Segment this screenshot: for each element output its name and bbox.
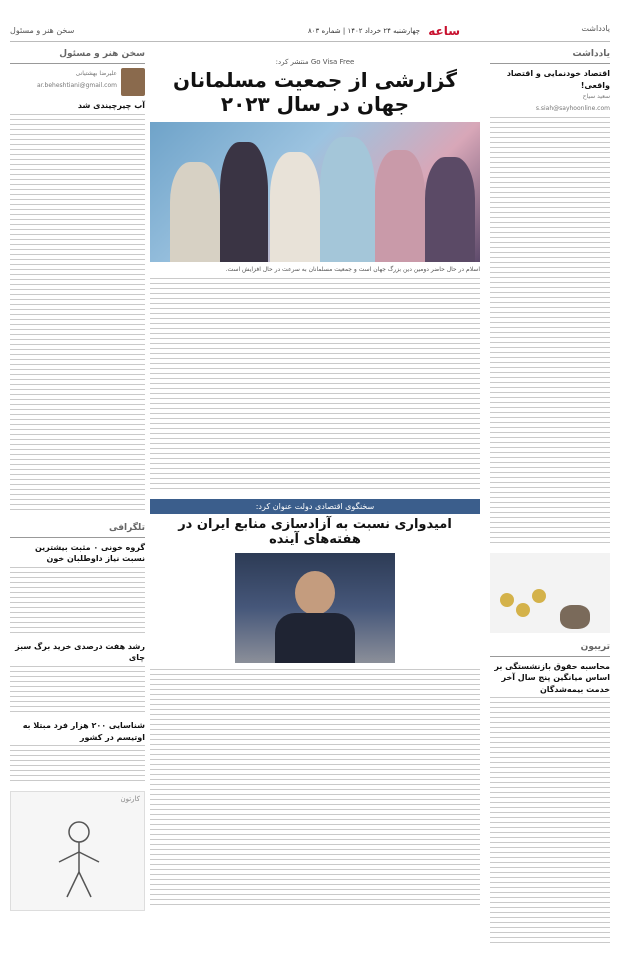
hero-caption: اسلام در حال حاضر دومین دین بزرگ جهان است و جمعیت مسلمانان به سرعت در حال افزایش است. [225,266,480,273]
right-section-head: یادداشت [490,48,610,64]
main-kicker: Go Visa Free منتشر کرد: [275,58,355,66]
masthead [10,24,610,42]
section-band: سخنگوی اقتصادی دولت عنوان کرد: [150,499,480,514]
newspaper-logo: ساعه [428,24,460,38]
main-headline: گزارشی از جمعیت مسلمانان جهان در سال ۲۰۲۳ [173,68,457,116]
tribune-body [490,697,610,947]
left-column-body [10,114,145,514]
speaker-photo [235,553,395,663]
telegraphic-section-head: تلگرافی [10,522,145,538]
left-section-head: سخن هنر و مسئول [10,48,145,64]
second-article-body [150,669,480,909]
brief-1-body [10,567,145,637]
cartoon-label: کارتون [120,795,140,804]
left-author-box [10,68,145,96]
right-column-title: اقتصاد خودنمایی و اقتصاد واقعی! [506,69,610,90]
masthead-left-label: سخن هنر و مسئول [10,26,75,35]
right-column [490,48,610,948]
left-column [10,48,145,948]
main-column [150,48,480,948]
left-column-author: علیرضا بهشتیانی [75,70,117,78]
brief-2-title: رشد هفت درصدی خرید برگ سبز چای [15,641,145,663]
cartoon-drawing [29,812,129,902]
hero-photo [150,122,480,262]
left-column-email: ar.beheshtiani@gmail.com [37,82,117,90]
right-column-author: سعید سیاح [582,93,610,101]
right-column-body [490,117,610,547]
brief-1-title: گروه خونی ۰ مثبت بیشترین نسبت نیاز داوطلبان خون [34,542,145,564]
main-article-body [150,278,480,493]
brief-2-body [10,666,145,716]
money-illustration [490,553,610,633]
tribune-section-head: تریبون [490,641,610,657]
left-column-title: آب چیرچیندی شد [77,101,145,111]
author-avatar [121,68,145,96]
brief-3-body [10,745,145,785]
issue-date: چهارشنبه ۲۴ خرداد ۱۴۰۲ | شماره ۸۰۳ [308,27,420,35]
tribune-title: محاسبه حقوق بازنشستگی بر اساس میانگین پنج سال آخر خدمت بیمه‌شدگان [494,661,610,694]
cartoon-panel [10,791,145,911]
right-column-email: s.siah@sayhoonline.com [535,104,610,112]
second-headline: امیدواری نسبت به آزادسازی منابع ایران در هفته‌های آینده [178,517,452,548]
masthead-section: یادداشت [581,24,610,33]
brief-3-title: شناسایی ۲۰۰ هزار فرد مبتلا به اوتیسم در کشور [22,721,145,742]
